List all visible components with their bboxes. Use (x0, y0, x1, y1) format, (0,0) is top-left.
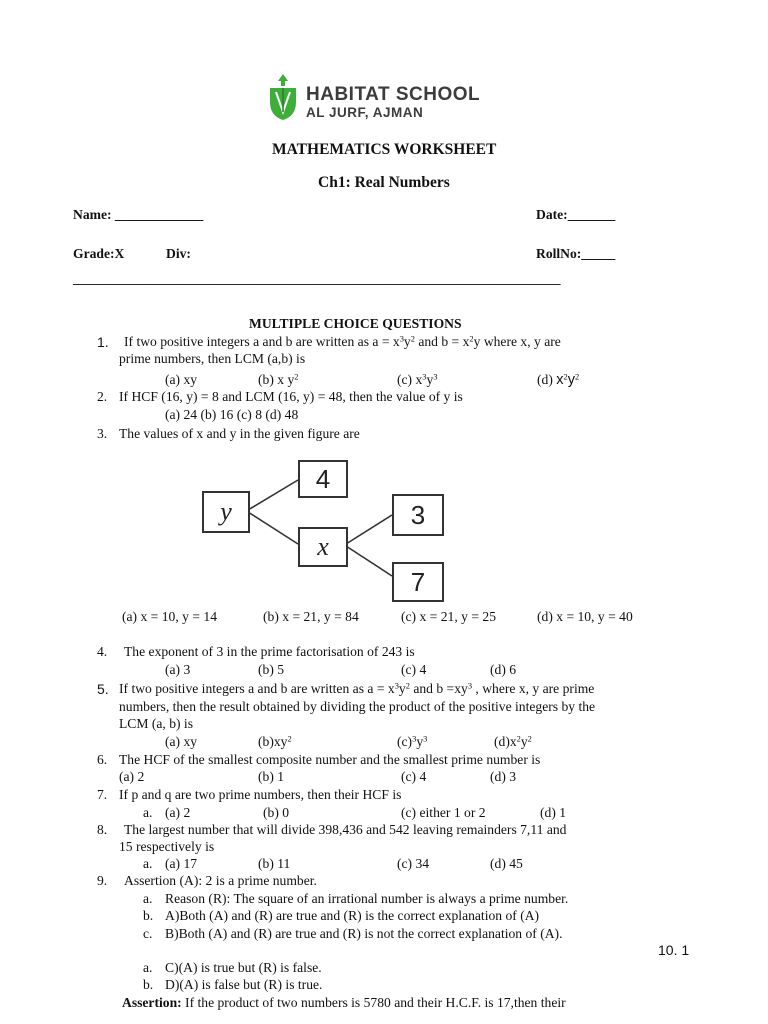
q10-label: Assertion: (122, 995, 182, 1010)
q9-item-marker: b. (143, 908, 154, 923)
q7-option-b: (b) 0 (263, 805, 290, 820)
q1-option-d: (d) $x^2y^2$ (537, 371, 580, 388)
tree-box-7: 7 (392, 562, 444, 602)
header-rule: ___________________________________________________________________________ (73, 271, 561, 286)
q4-option-c: (c) 4 (401, 662, 427, 677)
name-field: Name: _____________ (73, 207, 204, 222)
tree-box-y: y (202, 491, 250, 533)
q1-option-a: (a) xy (165, 372, 198, 387)
q4-option-a: (a) 3 (165, 662, 191, 677)
q7-option-d: (d) 1 (540, 805, 567, 820)
q6-number: 6. (97, 752, 108, 767)
tree-box-4: 4 (298, 460, 348, 498)
q8-number: 8. (97, 822, 108, 837)
q8-option-c: (c) 34 (397, 856, 430, 871)
q9-item-text: A)Both (A) and (R) are true and (R) is the correct explanation of (A) (165, 908, 540, 923)
q9-item-text: C)(A) is true but (R) is false. (165, 960, 322, 975)
q9-item-marker: b. (143, 977, 154, 992)
page-number: 10. 1 (658, 942, 690, 958)
q9-item-text: D)(A) is false but (R) is true. (165, 977, 323, 992)
q3-option-c: (c) x = 21, y = 25 (401, 609, 496, 624)
date-field: Date:_______ (536, 207, 616, 222)
q5-number: 5. (97, 681, 109, 697)
q1-number: 1. (97, 334, 109, 350)
q9-text: Assertion (A): 2 is a prime number. (124, 873, 317, 888)
q4-option-b: (b) 5 (258, 662, 285, 677)
q2-text: If HCF (16, y) = 8 and LCM (16, y) = 48, then the value of y is (119, 389, 463, 404)
chapter-title: Ch1: Real Numbers (318, 174, 450, 191)
q6-option-d: (d) 3 (490, 769, 517, 784)
q1-option-b: (b) x $y^2$ (258, 371, 299, 387)
q10-text: If the product of two numbers is 5780 and their H.C.F. is 17,then their (181, 995, 566, 1010)
q5-option-a: (a) xy (165, 734, 198, 749)
section-title: MULTIPLE CHOICE QUESTIONS (249, 316, 462, 331)
q9-number: 9. (97, 873, 108, 888)
q4-number: 4. (97, 644, 108, 659)
q8-option-b: (b) 11 (258, 856, 291, 871)
worksheet-title: MATHEMATICS WORKSHEET (272, 141, 497, 158)
q5-option-d: $(d)x^2y^2$ (494, 733, 532, 749)
q10-assertion (122, 996, 566, 1010)
q7-option-a: (a) 2 (165, 805, 191, 820)
q5-text-line3: LCM (a, b) is (119, 716, 194, 731)
q7-marker: a. (143, 805, 153, 820)
q3-option-b: (b) x = 21, y = 84 (263, 609, 359, 624)
div-field: Div: (166, 246, 191, 261)
school-name: HABITAT SCHOOL (306, 84, 481, 105)
q9-item-marker: a. (143, 891, 153, 906)
school-location: AL JURF, AJMAN (306, 105, 424, 120)
q6-option-c: (c) 4 (401, 769, 427, 784)
q3-number: 3. (97, 426, 108, 441)
q5-option-c: $(c)^3y^3$ (397, 733, 428, 749)
q6-option-b: (b) 1 (258, 769, 285, 784)
tree-box-3: 3 (392, 494, 444, 536)
q5-option-b: $(b)xy^2$ (258, 733, 292, 749)
q7-text: If p and q are two prime numbers, then their HCF is (119, 787, 402, 802)
q3-option-a: (a) x = 10, y = 14 (122, 609, 217, 624)
q6-option-a: (a) 2 (119, 769, 145, 784)
q8-marker: a. (143, 856, 153, 871)
q9-item-text: B)Both (A) and (R) are true and (R) is not the correct explanation of (A). (165, 926, 563, 941)
q5-text-line2: numbers, then the result obtained by dividing the product of the positive integers by the (119, 699, 596, 714)
q7-number: 7. (97, 787, 108, 802)
q1-option-c: (c) $x^3y^3$ (397, 371, 438, 387)
q4-option-d: (d) 6 (490, 662, 517, 677)
q2-options: (a) 24 (b) 16 (c) 8 (d) 48 (165, 407, 299, 422)
q3-option-d: (d) x = 10, y = 40 (537, 609, 633, 624)
q3-text: The values of x and y in the given figure are (119, 426, 360, 441)
q8-text: The largest number that will divide 398,436 and 542 leaving remainders 7,11 and (124, 822, 567, 837)
grade-field: Grade:X (73, 246, 125, 261)
q6-text: The HCF of the smallest composite number and the smallest prime number is (119, 752, 541, 767)
q9-item-marker: c. (143, 926, 153, 941)
q9-item-text: Reason (R): The square of an irrational number is always a prime number. (165, 891, 569, 906)
q1-text: If two positive integers a and b are written as $a = x^3y^2$ and $b = x^2y$ where x, y are (124, 333, 561, 349)
q9-item-marker: a. (143, 960, 153, 975)
roll-field: RollNo:_____ (536, 246, 616, 261)
q8-option-a: (a) 17 (165, 856, 198, 871)
tree-box-x: x (298, 527, 348, 567)
q4-text: The exponent of 3 in the prime factorisation of 243 is (124, 644, 415, 659)
q8-option-d: (d) 45 (490, 856, 523, 871)
q8-text-line2: 15 respectively is (119, 839, 215, 854)
q7-option-c: (c) either 1 or 2 (401, 805, 486, 820)
q5-text: If two positive integers a and b are written as $a = x^3y^2$ and $b =xy^3$ , where x, y are prime (119, 680, 595, 696)
q2-number: 2. (97, 389, 108, 404)
q1-text-line2: prime numbers, then LCM (a,b) is (119, 351, 306, 366)
